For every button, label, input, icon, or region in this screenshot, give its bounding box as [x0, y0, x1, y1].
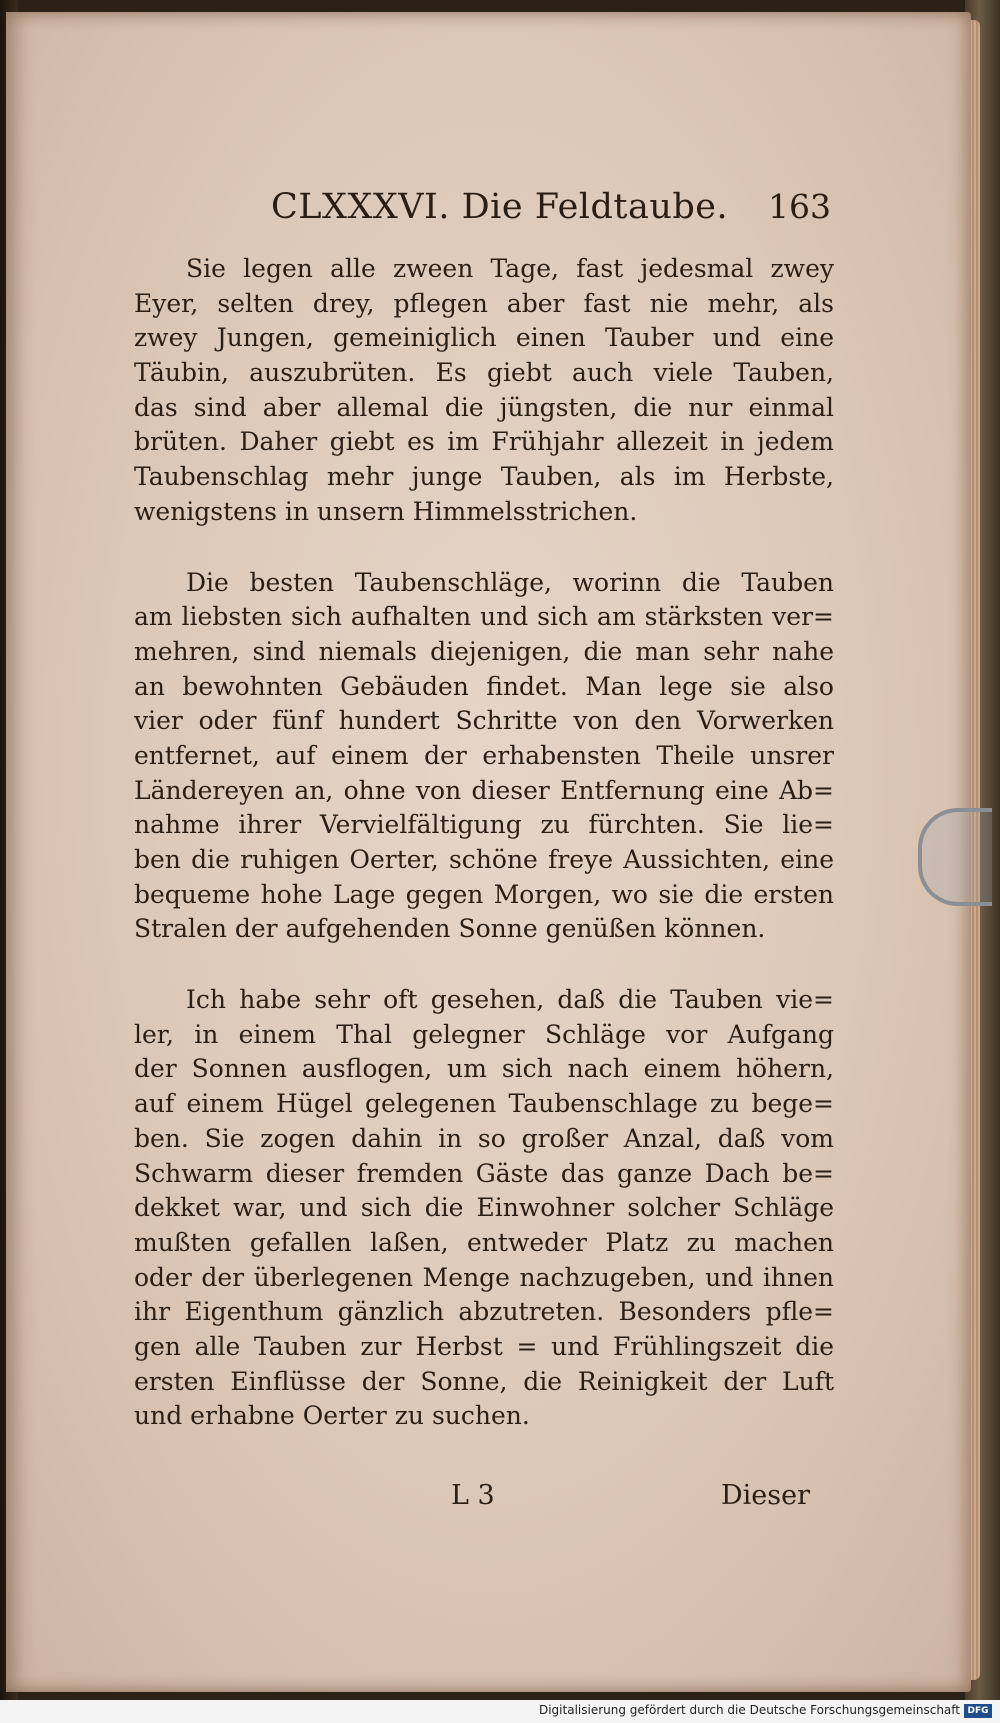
text-line: vier oder fünf hundert Schritte von den Vorwerken: [134, 706, 834, 736]
text-line: dekket war, und sich die Einwohner solcher Schläge: [134, 1193, 834, 1223]
running-head: [271, 187, 831, 237]
chapter-title: CLXXXVI. Die Feldtaube.: [271, 187, 729, 227]
text-line: ben die ruhigen Oerter, schöne freye Aussichten, eine: [134, 845, 834, 874]
text-line: Stralen der aufgehenden Sonne genüßen können.: [134, 914, 766, 944]
text-line: Eyer, selten drey, pflegen aber fast nie mehr, als: [134, 288, 834, 318]
text-line: nahme ihrer Vervielfältigung zu fürchten. Sie lie=: [134, 810, 834, 840]
text-line: entfernet, auf einem der erhabensten Theile unsrer: [134, 740, 834, 770]
text-line: brüten. Daher giebt es im Frühjahr allezeit in jedem: [134, 427, 834, 457]
body-text: [134, 252, 834, 1470]
text-line: mußten gefallen laßen, entweder Platz zu machen: [134, 1227, 834, 1257]
signature-mark: L 3: [451, 1480, 495, 1511]
paragraph-1: [134, 252, 834, 530]
text-line: und erhabne Oerter zu suchen.: [134, 1401, 530, 1431]
text-line: ben. Sie zogen dahin in so großer Anzal, daß vom: [134, 1123, 834, 1153]
text-line: ihr Eigenthum gänzlich abzutreten. Besonders pfle=: [134, 1297, 834, 1327]
text-line: der Sonnen ausflogen, um sich nach einem höhern,: [134, 1054, 834, 1084]
credit-text: Digitalisierung gefördert durch die Deutsche Forschungsgemeinschaft: [538, 1703, 960, 1717]
credit-bar: [0, 1700, 1000, 1723]
text-line: ler, in einem Thal gelegner Schläge vor Aufgang: [134, 1019, 834, 1049]
page-foot: [6, 1480, 971, 1520]
text-line: zwey Jungen, gemeiniglich einen Tauber und eine: [134, 323, 834, 353]
text-line: wenigstens in unsern Himmelsstrichen.: [134, 496, 638, 526]
page-clip-icon: [918, 808, 992, 906]
text-line: Sie legen alle zween Tage, fast jedesmal zwey: [186, 254, 834, 283]
text-line: mehren, sind niemals diejenigen, die man sehr nahe: [134, 636, 834, 666]
text-line: Taubenschlag mehr junge Tauben, als im Herbste,: [134, 462, 834, 492]
text-line: bequeme hohe Lage gegen Morgen, wo sie die ersten: [134, 879, 834, 909]
text-line: oder der überlegenen Menge nachzugeben, und ihnen: [134, 1262, 834, 1292]
text-line: Schwarm dieser fremden Gäste das ganze Dach be=: [134, 1158, 834, 1188]
text-line: gen alle Tauben zur Herbst = und Frühlingszeit die: [134, 1331, 834, 1361]
text-line: Ländereyen an, ohne von dieser Entfernung eine Ab=: [134, 775, 834, 805]
text-line: Ich habe sehr oft gesehen, daß die Tauben vie=: [186, 985, 834, 1015]
text-line: am liebsten sich aufhalten und sich am stärksten ver=: [134, 602, 834, 632]
text-line: Täubin, auszubrüten. Es giebt auch viele Tauben,: [134, 358, 834, 388]
paragraph-2: [134, 566, 834, 948]
page-number: 163: [768, 187, 831, 226]
text-line: Die besten Taubenschläge, worinn die Tauben: [186, 567, 834, 597]
book-page: [6, 12, 971, 1692]
catchword: Dieser: [721, 1480, 811, 1511]
dfg-logo-icon: DFG: [964, 1704, 992, 1718]
text-line: auf einem Hügel gelegenen Taubenschlage zu bege=: [134, 1089, 834, 1119]
text-line: das sind aber allemal die jüngsten, die nur einmal: [134, 392, 834, 422]
paragraph-3: [134, 983, 834, 1434]
text-line: ersten Einflüsse der Sonne, die Reinigkeit der Luft: [134, 1366, 834, 1396]
text-line: an bewohnten Gebäuden findet. Man lege sie also: [134, 671, 834, 701]
